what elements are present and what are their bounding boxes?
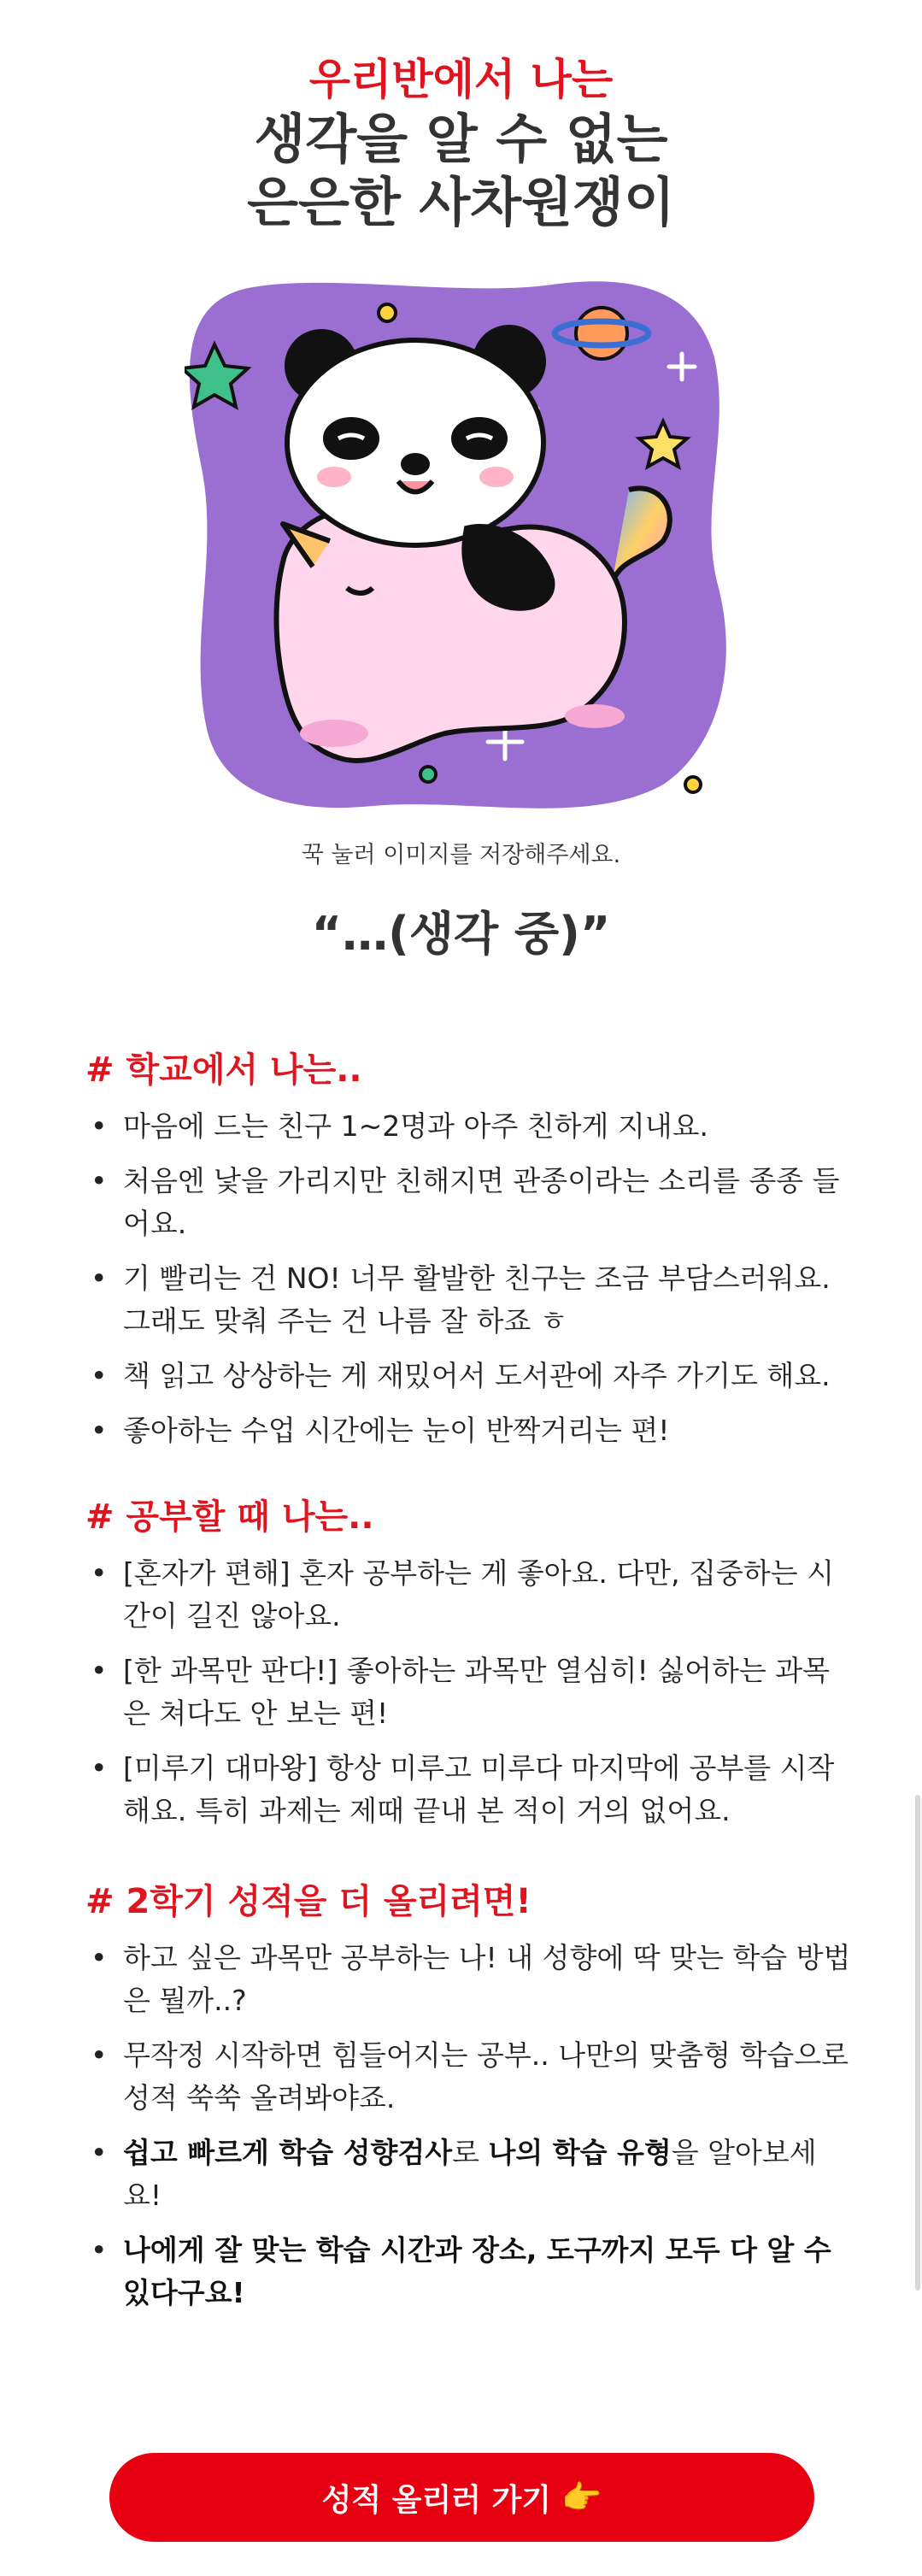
bold-text: 나의 학습 유형 (488, 2136, 672, 2169)
list-item: • 책 읽고 상상하는 게 재밌어서 도서관에 자주 가기도 해요. (85, 1355, 854, 1397)
list-item-bold (85, 2132, 854, 2217)
study-list (85, 1552, 854, 1832)
improve-list (85, 1937, 854, 2314)
list-item: • [혼자가 편해] 혼자 공부하는 게 좋아요. 다만, 집중하는 시간이 길진 않아요. (85, 1552, 854, 1638)
list-item-bold (85, 2229, 854, 2314)
result-header (0, 51, 922, 234)
section-title-study: # 공부할 때 나는.. (85, 1497, 374, 1537)
list-item: • 좋아하는 수업 시간에는 눈이 반짝거리는 편! (85, 1409, 854, 1452)
list-item: • 무작정 시작하면 힘들어지는 공부.. 나만의 맞춤형 학습으로 성적 쑥쑥 올려봐야죠. (85, 2034, 854, 2120)
section-title-improve: # 2학기 성적을 더 올리려면! (85, 1882, 531, 1921)
result-subtitle: 우리반에서 나는 (308, 55, 614, 104)
list-item: • [한 과목만 판다!] 좋아하는 과목만 열심히! 싫어하는 과목은 쳐다도 안 보는 편! (85, 1650, 854, 1735)
list-item: • 마음에 드는 친구 1~2명과 아주 친하게 지내요. (85, 1105, 854, 1148)
section-school (85, 1047, 854, 1464)
list-item: • [미루기 대마왕] 항상 미루고 미루다 마지막에 공부를 시작해요. 특히 과제는 제때 끝내 본 적이 거의 없어요. (85, 1747, 854, 1832)
save-image-hint: 꾹 눌러 이미지를 저장해주세요. (301, 842, 621, 868)
raise-grades-button-label: 성적 올리러 가기 (321, 2482, 552, 2518)
section-study (85, 1494, 854, 1844)
plain-text: 을 알아보세요! (123, 2136, 817, 2212)
section-title-school: # 학교에서 나는.. (85, 1050, 362, 1090)
bold-text: 나에게 잘 맞는 학습 시간과 장소, 도구까지 모두 다 알 수 있다구요! (123, 2233, 831, 2309)
yellow-dot-icon (379, 304, 396, 321)
list-item: • 처음엔 낯을 가리지만 친해지면 관종이라는 소리를 종종 들어요. (85, 1160, 854, 1245)
green-dot-icon (420, 767, 436, 782)
result-quote: “…(생각 중)” (311, 907, 611, 961)
raise-grades-button[interactable] (109, 2453, 814, 2542)
scrollbar[interactable] (915, 1795, 920, 2291)
list-item: • 하고 싶은 과목만 공부하는 나! 내 성향에 딱 맞는 학습 방법은 뭘까..? (85, 1937, 854, 2022)
pointing-hand-icon: 👉 (561, 2478, 602, 2516)
school-list (85, 1105, 854, 1452)
result-illustration[interactable] (185, 272, 737, 819)
result-title-line2: 은은한 사차원쟁이 (247, 171, 675, 233)
section-improve (85, 1879, 854, 2326)
list-item: • 기 빨리는 건 NO! 너무 활발한 친구는 조금 부담스러워요. 그래도 맞춰 주는 건 나름 잘 하죠 ㅎ (85, 1257, 854, 1343)
bold-text: 쉽고 빠르게 학습 성향검사 (123, 2136, 453, 2169)
plain-text: 로 (452, 2136, 489, 2169)
result-title-line1: 생각을 알 수 없는 (254, 108, 668, 170)
yellow-dot-icon-2 (685, 777, 701, 792)
